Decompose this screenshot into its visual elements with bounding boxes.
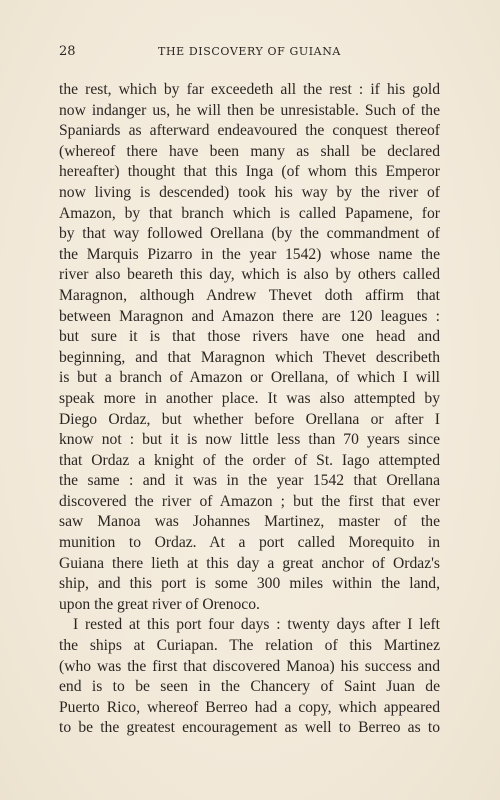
page-number: 28 [59, 44, 76, 59]
text-line: but sure it is that those rivers have one head and [59, 328, 440, 346]
text-line: discovered the river of Amazon ; but the first that ever [59, 492, 440, 510]
page-header [59, 44, 440, 60]
text-line: to be the greatest encouragement as well to Berreo as to [59, 719, 440, 737]
text-line: that Ordaz a knight of the order of St. Iago attempted [59, 451, 440, 469]
text-line: know not : but it is now little less than 70 years since [59, 431, 440, 449]
text-line: the Marquis Pizarro in the year 1542) whose name the [59, 245, 440, 263]
text-line: is but a branch of Amazon or Orellana, of which I will [59, 369, 440, 387]
text-line: by that way followed Orellana (by the commandment of [59, 225, 440, 243]
text-line: beginning, and that Maragnon which Thevet describeth [59, 348, 440, 366]
text-line: the rest, which by far exceedeth all the rest : if his gold [59, 81, 440, 98]
text-line: speak more in another place. It was also attempted by [59, 389, 440, 407]
text-line: now indanger us, he will then be unresistable. Such of the [59, 101, 440, 119]
text-line-paragraph-end: upon the great river of Orenoco. [59, 595, 260, 613]
text-line: ship, and this port is some 300 miles within the land, [59, 575, 440, 593]
text-line: the ships at Curiapan. The relation of this Martinez [59, 637, 440, 655]
text-line: river also beareth this day, which is also by others called [59, 266, 440, 284]
running-head: THE DISCOVERY OF GUIANA [158, 45, 341, 58]
text-line: (who was the first that discovered Manoa) his success and [59, 657, 440, 675]
text-line: hereafter) thought that this Inga (of whom this Emperor [59, 163, 440, 181]
text-line-paragraph-start: I rested at this port four days : twenty days after I left [73, 616, 440, 634]
text-line: end is to be seen in the Chancery of Saint Juan de [59, 678, 440, 696]
text-line: Maragnon, although Andrew Thevet doth affirm that [59, 286, 440, 304]
text-line: saw Manoa was Johannes Martinez, master of the [59, 513, 440, 531]
text-line: now living is descended) took his way by the river of [59, 183, 440, 201]
text-line: between Maragnon and Amazon there are 120 leagues : [59, 307, 440, 325]
text-line: Puerto Rico, whereof Berreo had a copy, which appeared [59, 698, 440, 716]
text-line: munition to Ordaz. At a port called Morequito in [59, 534, 440, 552]
text-line: the same : and it was in the year 1542 that Orellana [59, 472, 440, 490]
body-text [59, 80, 440, 739]
text-line: Spaniards as afterward endeavoured the conquest thereof [59, 122, 440, 140]
text-line: Amazon, by that branch which is called Papamene, for [59, 204, 440, 222]
text-line: (whereof there have been many as shall be declared [59, 142, 440, 160]
text-line: Diego Ordaz, but whether before Orellana or after I [59, 410, 440, 428]
text-line: Guiana there lieth at this day a great anchor of Ordaz's [59, 554, 440, 572]
